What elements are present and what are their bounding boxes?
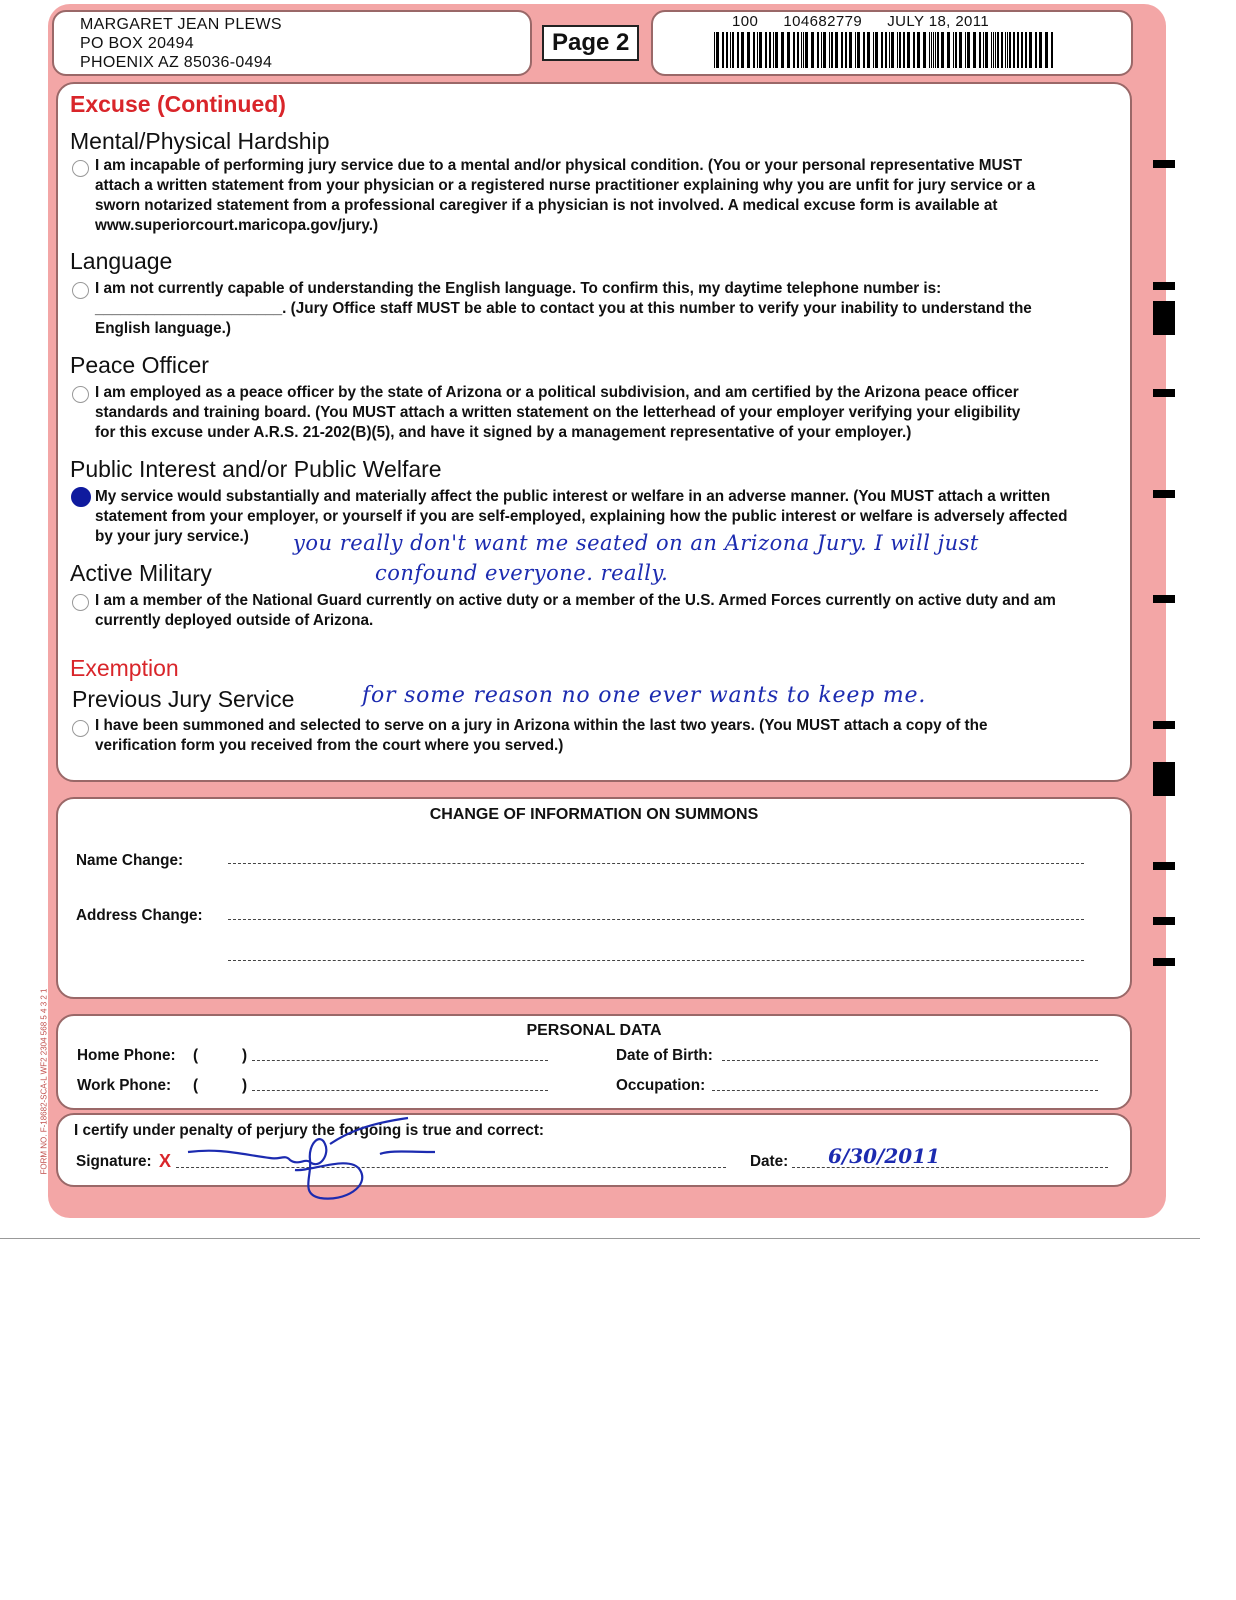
work-phone-paren-close: ) [242,1077,248,1094]
barcode-bar [917,32,920,68]
public-interest-heading: Public Interest and/or Public Welfare [70,456,442,482]
barcode-bar [726,32,728,68]
home-phone-label: Home Phone: [77,1047,176,1064]
address-line-1: PO BOX 20494 [80,35,194,52]
barcode-bar [935,32,936,68]
barcode-bar [781,32,784,68]
barcode-bar [897,32,898,68]
timing-mark [1153,389,1175,397]
barcode-bar [1021,32,1023,68]
peace-officer-heading: Peace Officer [70,352,209,378]
barcode-bar [1051,32,1053,68]
personal-data-title: PERSONAL DATA [526,1022,662,1039]
barcode-bar [947,32,950,68]
barcode-bar [741,32,744,68]
barcode-bar [803,32,804,68]
certify-statement: I certify under penalty of perjury the forgoing is true and correct: [74,1122,545,1139]
barcode-bar [857,32,860,68]
active-military-radio[interactable] [72,594,89,611]
barcode-bar [907,32,910,68]
public-interest-text: My service would substantially and materially affect the public interest or welfare in an adverse manner. (You MUST attach a written statement from your employer, or yourself if you are self-employed, explaining how the public interest or welfare is adversely affected by your jury service.) [95,488,1068,545]
barcode-id: 104682779 [783,13,863,30]
barcode-date: JULY 18, 2011 [887,13,990,30]
barcode-bar [1039,32,1042,68]
timing-mark [1153,958,1175,966]
barcode-icon [714,32,1058,68]
barcode-bar [747,32,750,68]
timing-mark [1153,917,1175,925]
barcode-bar [787,32,790,68]
barcode-bar [955,32,957,68]
signature-scribble-icon [180,1114,450,1204]
handwritten-exemption-note: for some reason no one ever wants to keep me. [362,683,927,708]
barcode-bar [829,32,830,68]
barcode-bar [823,32,826,68]
mental-physical-heading: Mental/Physical Hardship [70,128,330,154]
timing-mark [1153,721,1175,729]
excuse-title: Excuse (Continued) [70,91,286,117]
date-label: Date: [750,1153,789,1170]
signature-label: Signature: [76,1153,152,1170]
language-heading: Language [70,248,173,274]
timing-mark [1153,160,1175,168]
handwritten-note-line-1: you really don't want me seated on an Arizona Jury. I will just [293,531,979,555]
address-change-line-1[interactable] [228,919,1084,920]
active-military-heading: Active Military [70,560,212,586]
barcode-bar [965,32,966,68]
signature-x: X [159,1151,172,1171]
barcode-bar [1001,32,1003,68]
barcode-bar [722,32,724,68]
barcode-bar [973,32,976,68]
barcode-bar [793,32,795,68]
previous-jury-heading: Previous Jury Service [72,686,295,712]
barcode-bar [835,32,838,68]
barcode-bar [1029,32,1032,68]
barcode-bar [1017,32,1019,68]
address-line-2: PHOENIX AZ 85036-0494 [80,54,273,71]
barcode-bar [889,32,890,68]
barcode-bar [773,32,774,68]
address-change-label: Address Change: [76,907,203,924]
timing-mark [1153,595,1175,603]
barcode-bar [817,32,819,68]
work-phone-label: Work Phone: [77,1077,172,1094]
barcode-bar [863,32,865,68]
timing-mark [1153,490,1175,498]
barcode-bar [855,32,856,68]
barcode-bar [714,32,715,68]
mental-physical-radio[interactable] [72,160,89,177]
barcode-bar [913,32,915,68]
barcode-bar [801,32,802,68]
barcode-bar [953,32,954,68]
barcode-bar [775,32,778,68]
barcode-bar [769,32,771,68]
barcode-bar [959,32,962,68]
occupation-label: Occupation: [616,1077,706,1094]
occupation-line[interactable] [712,1090,1098,1091]
barcode-bar [765,32,767,68]
barcode-bar [983,32,984,68]
barcode-bar [873,32,874,68]
barcode-bar [985,32,988,68]
page-number: Page 2 [542,25,639,61]
barcode-bar [891,32,894,68]
barcode-bar [757,32,758,68]
barcode-bar [797,32,799,68]
barcode-bar [841,32,843,68]
timing-mark [1153,862,1175,870]
previous-jury-text: I have been summoned and selected to serve on a jury in Arizona within the last two years. (You MUST attach a copy of the verification form you received from the court where you served.) [95,717,988,754]
barcode-bar [1013,32,1015,68]
barcode-bar [899,32,901,68]
barcode-bar [867,32,870,68]
work-phone-line[interactable] [252,1090,548,1091]
barcode-bar [929,32,930,68]
language-text: I am not currently capable of understanding the English language. To confirm this, my daytime telephone number is: ______________________. (Jury Office staff MUST be able to contact you at this number to verify your inability to understand the English language.) [95,280,1032,337]
name-change-line[interactable] [228,863,1084,864]
public-interest-radio[interactable] [71,487,91,507]
barcode-bar [753,32,755,68]
barcode-bar [1005,32,1006,68]
barcode-bar [1045,32,1048,68]
barcode-bar [881,32,883,68]
barcode-bar [941,32,944,68]
peace-officer-text: I am employed as a peace officer by the state of Arizona or a political subdivision, and am certified by the Arizona peace officer standards and training board. (You MUST attach a written statement on the letterhead of your employer verifying your eligibility for this excuse under A.R.S. 21-202(B)(5), and have it signed by a management representative of your employer.) [95,384,1021,441]
barcode-bar [885,32,887,68]
date-of-birth-label: Date of Birth: [616,1047,713,1064]
mental-physical-text: I am incapable of performing jury service due to a mental and/or physical condition. (You or your personal representative MUST attach a written statement from your physician or a registered nurse practitioner explaining why you are unfit for jury service or a sworn notarized statement from a professional caregiver if a physician is not involved. A medical excuse form is available at www.superiorcourt.maricopa.gov/jury.) [95,157,1036,234]
active-military-text: I am a member of the National Guard currently on active duty or a member of the U.S. Armed Forces currently on active duty and am currently deployed outside of Arizona. [95,592,1056,629]
previous-jury-radio[interactable] [72,720,89,737]
barcode-bar [931,32,932,68]
home-phone-paren-open: ( [193,1047,199,1064]
timing-mark [1153,762,1175,796]
barcode-bar [759,32,762,68]
barcode-bar [831,32,833,68]
home-phone-line[interactable] [252,1060,548,1061]
barcode-bar [849,32,852,68]
handwritten-note-line-2: confound everyone. really. [375,561,669,585]
barcode-bar [1007,32,1008,68]
barcode-bar [991,32,992,68]
barcode-bar [805,32,808,68]
page-fold-line [0,1238,1200,1239]
barcode-bar [716,32,719,68]
barcode-bar [811,32,814,68]
change-info-title: CHANGE OF INFORMATION ON SUMMONS [429,806,759,823]
barcode-bar [1009,32,1011,68]
form-number: FORM NO. F-18682-SCA-L WF2 2304 568 5 4 3 2 1 [39,988,49,1175]
barcode-bar [923,32,926,68]
language-radio[interactable] [72,282,89,299]
barcode-bar [979,32,981,68]
barcode-bar [997,32,999,68]
timing-mark [1153,282,1175,290]
barcode-code: 100 [732,13,759,30]
barcode-bar [903,32,905,68]
barcode-bar [821,32,822,68]
barcode-bar [937,32,939,68]
barcode-bar [732,32,734,68]
barcode-bar [995,32,996,68]
barcode-bar [967,32,970,68]
barcode-bar [1025,32,1027,68]
timing-mark [1153,301,1175,335]
barcode-bar [1035,32,1037,68]
address-change-line-2[interactable] [228,960,1084,961]
home-phone-paren-close: ) [242,1047,248,1064]
peace-officer-radio[interactable] [72,386,89,403]
addressee-name: MARGARET JEAN PLEWS [80,16,282,33]
barcode-bar [737,32,739,68]
handwritten-date: 6/30/2011 [828,1144,941,1168]
exemption-title: Exemption [70,655,179,681]
date-of-birth-line[interactable] [722,1060,1098,1061]
work-phone-paren-open: ( [193,1077,199,1094]
name-change-label: Name Change: [76,852,184,869]
barcode-bar [730,32,731,68]
barcode-text [732,13,1052,30]
change-info-box [56,797,1132,999]
barcode-bar [933,32,934,68]
barcode-bar [875,32,878,68]
barcode-bar [993,32,994,68]
address-block [80,15,282,72]
barcode-bar [845,32,847,68]
